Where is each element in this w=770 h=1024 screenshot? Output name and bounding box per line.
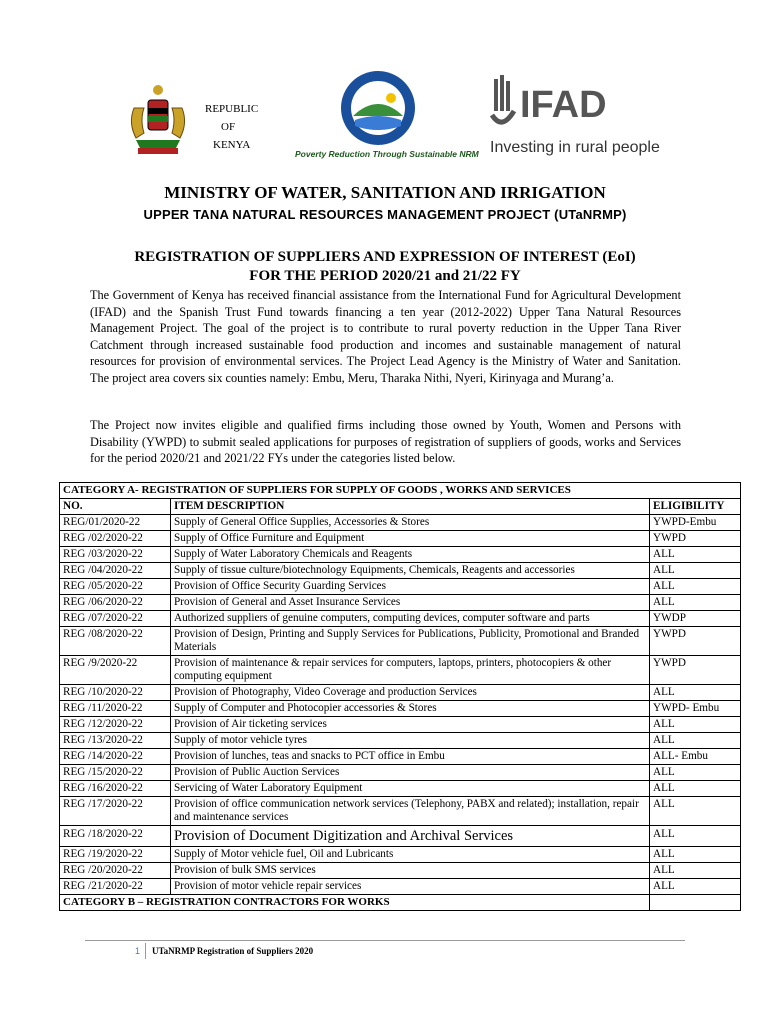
table-row xyxy=(60,531,741,547)
table-row xyxy=(60,579,741,595)
cell-description: Provision of motor vehicle repair services xyxy=(171,879,650,895)
cell-eligibility: YWDP xyxy=(650,611,741,627)
table-row xyxy=(60,797,741,826)
table-row xyxy=(60,547,741,563)
cell-eligibility: YWPD-Embu xyxy=(650,515,741,531)
cell-no: REG /11/2020-22 xyxy=(60,701,171,717)
cell-no: REG/01/2020-22 xyxy=(60,515,171,531)
header-logos xyxy=(0,58,770,168)
ifad-logo-icon xyxy=(490,71,620,133)
cell-no: REG /02/2020-22 xyxy=(60,531,171,547)
table-row xyxy=(60,515,741,531)
table-row xyxy=(60,717,741,733)
cell-eligibility: ALL xyxy=(650,847,741,863)
category-b-heading: CATEGORY B – REGISTRATION CONTRACTORS FOR WORKS xyxy=(60,895,650,911)
cell-description: Authorized suppliers of genuine computers, computing devices, computer software and parts xyxy=(171,611,650,627)
cell-no: REG /04/2020-22 xyxy=(60,563,171,579)
cell-eligibility: ALL xyxy=(650,879,741,895)
cell-eligibility: ALL xyxy=(650,733,741,749)
cell-description: Provision of lunches, teas and snacks to PCT office in Embu xyxy=(171,749,650,765)
cell-no: REG /21/2020-22 xyxy=(60,879,171,895)
table-row xyxy=(60,847,741,863)
table-row xyxy=(60,749,741,765)
project-title: UPPER TANA NATURAL RESOURCES MANAGEMENT PROJECT (UTaNRMP) xyxy=(143,207,627,222)
category-a-row xyxy=(60,483,741,499)
cell-eligibility: ALL xyxy=(650,863,741,879)
table-row xyxy=(60,765,741,781)
cell-no: REG /13/2020-22 xyxy=(60,733,171,749)
cell-no: REG /19/2020-22 xyxy=(60,847,171,863)
category-b-empty-cell xyxy=(650,895,741,911)
invitation-paragraph: The Project now invites eligible and qualified firms including those owned by Youth, Women and Persons with Disability (YWPD) to submit sealed applications for purposes of registration of suppliers of goods, works and Services for the period 2020/21 and 2021/22 FYs under the categories listed below. xyxy=(90,418,681,465)
cell-description: Supply of Office Furniture and Equipment xyxy=(171,531,650,547)
cell-description: Provision of Photography, Video Coverage and production Services xyxy=(171,685,650,701)
table-row xyxy=(60,656,741,685)
cell-no: REG /03/2020-22 xyxy=(60,547,171,563)
table-row xyxy=(60,879,741,895)
kenya-line-1: REPUBLIC xyxy=(205,103,259,115)
cell-description: Supply of General Office Supplies, Accessories & Stores xyxy=(171,515,650,531)
table-row xyxy=(60,685,741,701)
ifad-logo-text: IFAD xyxy=(520,84,607,126)
cell-description: Provision of Design, Printing and Supply Services for Publications, Publicity, Promotional and Branded Materials xyxy=(171,627,650,656)
cell-eligibility: ALL xyxy=(650,781,741,797)
header-description: ITEM DESCRIPTION xyxy=(171,499,650,515)
cell-description: Provision of Air ticketing services xyxy=(171,717,650,733)
cell-description: Supply of tissue culture/biotechnology Equipments, Chemicals, Reagents and accessories xyxy=(171,563,650,579)
cell-description: Supply of Motor vehicle fuel, Oil and Lubricants xyxy=(171,847,650,863)
cell-description: Provision of General and Asset Insurance Services xyxy=(171,595,650,611)
cell-eligibility: ALL xyxy=(650,579,741,595)
page-number: 1 xyxy=(135,946,141,956)
cell-description: Provision of office communication network services (Telephony, PABX and related); installation, repair and maintenance services xyxy=(171,797,650,826)
page-footer xyxy=(85,940,685,970)
cell-no: REG /12/2020-22 xyxy=(60,717,171,733)
table-row xyxy=(60,781,741,797)
table-row xyxy=(60,627,741,656)
table-row xyxy=(60,611,741,627)
cell-eligibility: YWPD xyxy=(650,531,741,547)
table-row xyxy=(60,733,741,749)
cell-description: Supply of Computer and Photocopier accessories & Stores xyxy=(171,701,650,717)
ministry-title: MINISTRY OF WATER, SANITATION AND IRRIGATION xyxy=(164,183,606,202)
kenya-republic-text xyxy=(205,100,258,154)
cell-eligibility: ALL xyxy=(650,563,741,579)
cell-no: REG /06/2020-22 xyxy=(60,595,171,611)
cell-no: REG /14/2020-22 xyxy=(60,749,171,765)
header-no: NO. xyxy=(60,499,171,515)
registration-title-line-2: FOR THE PERIOD 2020/21 and 21/22 FY xyxy=(249,268,521,284)
ifad-tagline: Investing in rural people xyxy=(490,139,660,156)
cell-eligibility: YWPD- Embu xyxy=(650,701,741,717)
cell-no: REG /10/2020-22 xyxy=(60,685,171,701)
utanrmp-tagline: Poverty Reduction Through Sustainable NRM xyxy=(295,149,479,159)
cell-eligibility: ALL xyxy=(650,717,741,733)
table-row xyxy=(60,826,741,847)
table-header-row xyxy=(60,499,741,515)
cell-description: Supply of Water Laboratory Chemicals and Reagents xyxy=(171,547,650,563)
cell-no: REG /17/2020-22 xyxy=(60,797,171,826)
kenya-line-3: KENYA xyxy=(213,139,251,151)
cell-eligibility: ALL- Embu xyxy=(650,749,741,765)
registration-title-line-1: REGISTRATION OF SUPPLIERS AND EXPRESSION OF INTEREST (EoI) xyxy=(134,249,636,265)
cell-no: REG /9/2020-22 xyxy=(60,656,171,685)
suppliers-table xyxy=(59,482,741,911)
category-b-row xyxy=(60,895,741,911)
cell-description: Provision of bulk SMS services xyxy=(171,863,650,879)
cell-description: Provision of Document Digitization and Archival Services xyxy=(171,826,650,847)
cell-no: REG /18/2020-22 xyxy=(60,826,171,847)
cell-eligibility: YWPD xyxy=(650,627,741,656)
header-eligibility: ELIGIBILITY xyxy=(650,499,741,515)
cell-description: Servicing of Water Laboratory Equipment xyxy=(171,781,650,797)
table-row xyxy=(60,595,741,611)
cell-no: REG /05/2020-22 xyxy=(60,579,171,595)
table-row xyxy=(60,563,741,579)
cell-no: REG /20/2020-22 xyxy=(60,863,171,879)
cell-eligibility: ALL xyxy=(650,595,741,611)
cell-no: REG /15/2020-22 xyxy=(60,765,171,781)
footer-text: UTaNRMP Registration of Suppliers 2020 xyxy=(152,946,314,956)
cell-no: REG /08/2020-22 xyxy=(60,627,171,656)
cell-eligibility: ALL xyxy=(650,826,741,847)
cell-description: Provision of Public Auction Services xyxy=(171,765,650,781)
cell-eligibility: YWPD xyxy=(650,656,741,685)
cell-eligibility: ALL xyxy=(650,547,741,563)
kenya-line-2: OF xyxy=(221,121,236,133)
table-row xyxy=(60,701,741,717)
cell-eligibility: ALL xyxy=(650,797,741,826)
cell-description: Supply of motor vehicle tyres xyxy=(171,733,650,749)
utanrmp-logo-icon xyxy=(333,68,423,148)
intro-paragraph: The Government of Kenya has received financial assistance from the International Fund for Agricultural Development (IFAD) and the Spanish Trust Fund towards financing a ten year (2012-2022) Upper Tana Natural Resources Management Project. The goal of the project is to contribute to rural poverty reduction in the Upper Tana River Catchment through increased sustainable food production and incomes and sustainable management of natural resources for provision of environmental services. The Project Lead Agency is the Ministry of Water and Sanitation. The project area covers six counties namely: Embu, Meru, Tharaka Nithi, Nyeri, Kirinyaga and Murang’a. xyxy=(90,288,681,385)
cell-no: REG /07/2020-22 xyxy=(60,611,171,627)
cell-eligibility: ALL xyxy=(650,765,741,781)
kenya-coat-of-arms-icon xyxy=(118,78,198,158)
table-row xyxy=(60,863,741,879)
cell-description: Provision of maintenance & repair services for computers, laptops, printers, photocopiers & other computing equipment xyxy=(171,656,650,685)
footer-separator xyxy=(145,943,146,959)
category-a-heading: CATEGORY A- REGISTRATION OF SUPPLIERS FOR SUPPLY OF GOODS , WORKS AND SERVICES xyxy=(60,483,741,499)
cell-description: Provision of Office Security Guarding Services xyxy=(171,579,650,595)
cell-no: REG /16/2020-22 xyxy=(60,781,171,797)
registration-title xyxy=(0,248,770,286)
footer-divider xyxy=(85,940,685,941)
cell-eligibility: ALL xyxy=(650,685,741,701)
